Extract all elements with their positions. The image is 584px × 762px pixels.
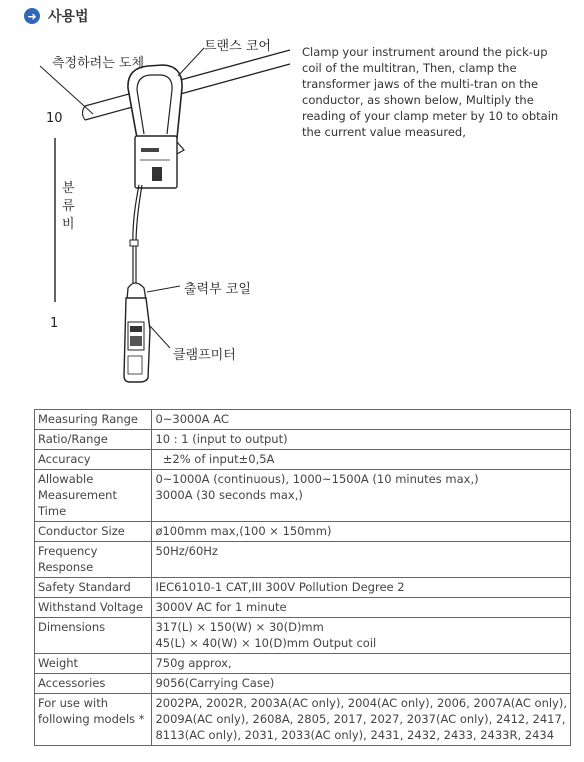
multitran-body xyxy=(135,136,184,188)
label-conductor: 측정하려는 도체 xyxy=(52,56,145,71)
spec-row xyxy=(35,694,571,746)
spec-key-line: Ratio/Range xyxy=(38,432,108,446)
spec-value xyxy=(152,578,571,598)
spec-key-line: following models * xyxy=(38,712,145,726)
clamp-illustration xyxy=(0,30,300,400)
spec-key xyxy=(35,694,152,746)
spec-key xyxy=(35,654,152,674)
clamp-meter xyxy=(124,298,170,382)
spec-value-line: 2002PA, 2002R, 2003A(AC only), 2004(AC only), 2006, 2007A(AC only), xyxy=(155,696,567,710)
spec-row xyxy=(35,654,571,674)
spec-key xyxy=(35,522,152,542)
spec-key xyxy=(35,542,152,578)
spec-value-line: 750g approx, xyxy=(155,656,232,670)
spec-key-line: Conductor Size xyxy=(38,524,125,538)
spec-value-line: IEC61010-1 CAT,III 300V Pollution Degree 2 xyxy=(155,580,405,594)
spec-key-line: Accuracy xyxy=(38,452,91,466)
spec-value-line: 3000A (30 seconds max,) xyxy=(155,488,303,502)
spec-value-line: 9056(Carrying Case) xyxy=(155,676,275,690)
spec-key xyxy=(35,430,152,450)
arrow-right-circle-icon: ➜ xyxy=(24,8,40,24)
spec-value xyxy=(152,430,571,450)
spec-key xyxy=(35,410,152,430)
spec-row xyxy=(35,470,571,522)
spec-value-line: 10 : 1 (input to output) xyxy=(155,432,288,446)
spec-key xyxy=(35,578,152,598)
spec-row xyxy=(35,674,571,694)
spec-row xyxy=(35,522,571,542)
spec-key xyxy=(35,450,152,470)
spec-key-line: Allowable xyxy=(38,472,94,486)
section-header xyxy=(24,6,89,26)
usage-diagram xyxy=(0,30,300,400)
spec-row xyxy=(35,450,571,470)
spec-key xyxy=(35,618,152,654)
spec-key-line: Weight xyxy=(38,656,79,670)
spec-value-line: 3000V AC for 1 minute xyxy=(155,600,287,614)
spec-row xyxy=(35,618,571,654)
connecting-cable xyxy=(130,185,142,290)
spec-value-line: 50Hz/60Hz xyxy=(155,544,218,558)
spec-value-line: 0~1000A (continuous), 1000~1500A (10 minutes max,) xyxy=(155,472,479,486)
spec-table-body xyxy=(35,410,571,746)
spec-value-line: 317(L) × 150(W) × 30(D)mm xyxy=(155,620,324,634)
spec-value-line: ø100mm max,(100 × 150mm) xyxy=(155,524,332,538)
label-ratio-top: 10 xyxy=(46,111,63,126)
spec-row xyxy=(35,598,571,618)
spec-key-line: Accessories xyxy=(38,676,106,690)
spec-key-line: Dimensions xyxy=(38,620,106,634)
spec-value-line: 0~3000A AC xyxy=(155,412,229,426)
spec-value xyxy=(152,618,571,654)
spec-row xyxy=(35,542,571,578)
spec-value xyxy=(152,694,571,746)
spec-key-line: Measuring Range xyxy=(38,412,138,426)
spec-value xyxy=(152,470,571,522)
section-title: 사용법 xyxy=(48,9,89,25)
spec-value-line: 8113(AC only), 2031, 2033(AC only), 2431, 2432, 2433, 2433R, 2434 xyxy=(155,728,555,742)
spec-key xyxy=(35,598,152,618)
usage-description: Clamp your instrument around the pick-up coil of the multitran, Then, clamp the transformer jaws of the multi-tran on the conductor, as shown below, Multiply the reading of your clamp meter by 10 to obtain the current value measured, xyxy=(302,45,559,139)
label-output-coil: 출력부 코일 xyxy=(184,282,251,297)
spec-row xyxy=(35,578,571,598)
spec-value xyxy=(152,598,571,618)
spec-value xyxy=(152,542,571,578)
spec-value xyxy=(152,654,571,674)
spec-value xyxy=(152,674,571,694)
spec-value xyxy=(152,410,571,430)
label-ratio-bottom: 1 xyxy=(50,316,59,331)
spec-key xyxy=(35,470,152,522)
label-clamp-meter: 클램프미터 xyxy=(173,348,236,363)
spec-row xyxy=(35,410,571,430)
spec-key xyxy=(35,674,152,694)
spec-value-line: 2009A(AC only), 2608A, 2805, 2017, 2027, 2037(AC only), 2412, 2417, xyxy=(155,712,566,726)
spec-value xyxy=(152,522,571,542)
spec-value-line: 45(L) × 40(W) × 10(D)mm Output coil xyxy=(155,636,377,650)
label-ratio-side: 분 류 비 xyxy=(62,181,75,232)
spec-table xyxy=(34,409,571,746)
spec-key-line: Withstand Voltage xyxy=(38,600,144,614)
spec-row xyxy=(35,430,571,450)
spec-key-line: Frequency Response xyxy=(38,544,98,574)
spec-key-line: For use with xyxy=(38,696,109,710)
spec-value-line: ±2% of input±0,5A xyxy=(155,452,275,466)
label-transformer-core: 트랜스 코어 xyxy=(204,39,271,54)
spec-value xyxy=(152,450,571,470)
spec-key-line: Safety Standard xyxy=(38,580,131,594)
spec-key-line: Measurement Time xyxy=(38,488,117,518)
